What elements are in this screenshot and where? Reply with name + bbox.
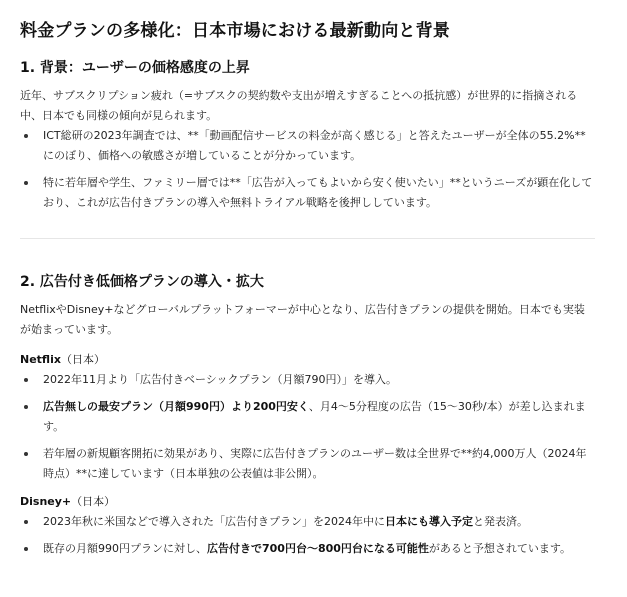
netflix-bullet-2-bold: 広告無しの最安プラン（月額990円）より200円安く [43, 400, 309, 413]
list-item [20, 512, 595, 532]
list-item [20, 539, 595, 559]
netflix-bullet-list [20, 370, 595, 484]
netflix-bullet-2-rest: 、月4〜5分程度の広告（15〜30秒/本）が差し込まれます。 [43, 400, 586, 433]
bullet-icon [24, 520, 28, 524]
disney-name: Disney+ [20, 495, 72, 508]
list-item [20, 370, 595, 390]
disney-bullet-list [20, 512, 595, 559]
list-item [20, 444, 595, 484]
netflix-region: （日本） [60, 353, 105, 366]
bullet-icon [24, 405, 28, 409]
disney-bullet-2-bold: 広告付きで700円台〜800円台になる可能性 [207, 542, 429, 555]
section1-intro: 近年、サブスクリプション疲れ（=サブスクの契約数や支出が増えすぎることへの抵抗感）が世界的に指摘される中、日本でも同様の傾向が見られます。 [20, 89, 578, 122]
netflix-subheading [20, 350, 595, 370]
section1-heading: 1. 背景：ユーザーの価格感度の上昇 [20, 60, 250, 76]
bullet-icon [24, 547, 28, 551]
list-item [20, 397, 595, 437]
disney-region: （日本） [71, 495, 116, 508]
disney-bullet-2-post: があると予想されています。 [428, 542, 572, 555]
list-item [20, 173, 595, 213]
section-divider [20, 238, 595, 239]
netflix-bullet-3-text: 若年層の新規顧客開拓に効果があり、実際に広告付きプランのユーザー数は全世界で**約4,000万人（2024年時点）**に達しています（日本単独の公表値は非公開）。 [43, 447, 587, 480]
disney-bullet-1-bold: 日本にも導入予定 [385, 515, 473, 528]
section2-heading: 2. 広告付き低価格プランの導入・拡大 [20, 274, 264, 290]
section1-bullet-1-text: ICT総研の2023年調査では、**「動画配信サービスの料金が高く感じる」と答えたユーザーが全体の55.2%**にのぼり、価格への敏感さが増していることが分かっています。 [43, 129, 586, 162]
list-item [20, 126, 595, 166]
bullet-icon [24, 378, 28, 382]
disney-bullet-2-pre: 既存の月額990円プランに対し、 [43, 542, 207, 555]
section1-bullet-list [20, 126, 595, 213]
netflix-bullet-1-text: 2022年11月より「広告付きベーシックプラン（月額790円）」を導入。 [43, 373, 398, 386]
disney-bullet-1-pre: 2023年秋に米国などで導入された「広告付きプラン」を2024年中に [43, 515, 385, 528]
netflix-name: Netflix [20, 353, 61, 366]
bullet-icon [24, 181, 28, 185]
disney-subheading [20, 492, 595, 512]
bullet-icon [24, 134, 28, 138]
disney-bullet-1-post: と発表済。 [473, 515, 528, 528]
bullet-icon [24, 452, 28, 456]
section2-intro: NetflixやDisney+などグローバルプラットフォーマーが中心となり、広告付きプランの提供を開始。日本でも実装が始まっています。 [20, 303, 585, 336]
page-title: 料金プランの多様化：日本市場における最新動向と背景 [20, 21, 450, 41]
section1-bullet-2-text: 特に若年層や学生、ファミリー層では**「広告が入ってもよいから安く使いたい」**というニーズが顕在化しており、これが広告付きプランの導入や無料トライアル戦略を後押ししています。 [43, 176, 593, 209]
